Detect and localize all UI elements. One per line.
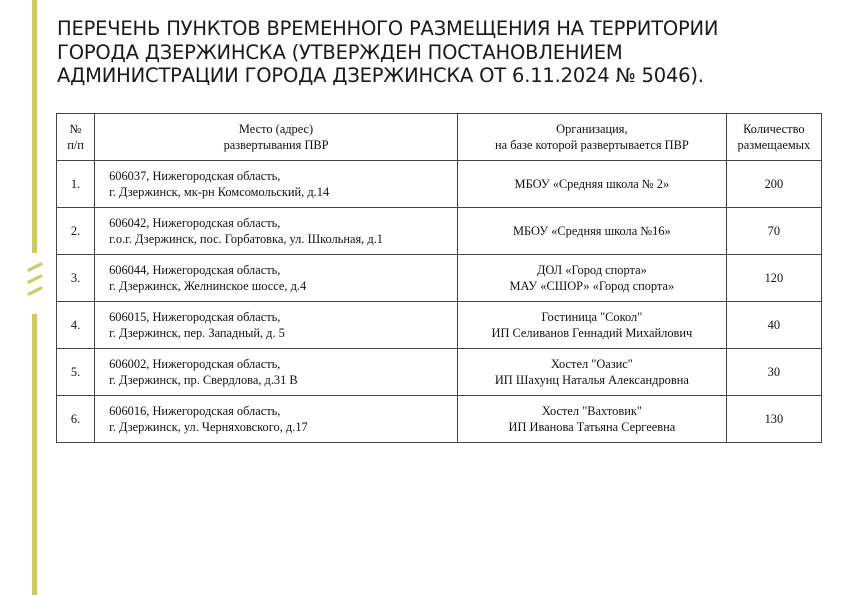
row-organization <box>458 161 727 208</box>
table-row <box>57 161 822 208</box>
row-organization <box>458 302 727 349</box>
organization-line: Хостел "Вахтовик" <box>541 404 642 418</box>
title-line: ГОРОДА ДЗЕРЖИНСКА (УТВЕРЖДЕН ПОСТАНОВЛЕНИЕМ <box>57 40 623 64</box>
organization-line: МБОУ «Средняя школа № 2» <box>514 177 670 191</box>
header-count-line: Количество <box>743 122 805 136</box>
title-line: АДМИНИСТРАЦИИ ГОРОДА ДЗЕРЖИНСКА ОТ 6.11.2024 № 5046). <box>57 64 704 87</box>
row-count: 30 <box>726 349 821 396</box>
row-count: 70 <box>726 208 821 255</box>
organization-line: МАУ «СШОР» «Город спорта» <box>509 279 675 293</box>
header-organization <box>458 114 727 161</box>
row-address <box>95 161 458 208</box>
row-count: 40 <box>726 302 821 349</box>
accent-bar-top <box>32 0 37 253</box>
organization-line: ИП Иванова Татьяна Сергеевна <box>508 420 676 434</box>
title-line: ПЕРЕЧЕНЬ ПУНКТОВ ВРЕМЕННОГО РАЗМЕЩЕНИЯ НА ТЕРРИТОРИИ <box>57 17 719 40</box>
header-num-line: п/п <box>67 138 84 152</box>
address-line: 606044, Нижегородская область, <box>109 263 281 277</box>
address-line: 606015, Нижегородская область, <box>109 310 281 324</box>
organization-line: Хостел "Оазис" <box>550 357 633 371</box>
address-line: 606002, Нижегородская область, <box>109 357 281 371</box>
organization-line: Гостиница "Сокол" <box>541 310 643 324</box>
header-num-line: № <box>69 122 82 136</box>
header-num <box>57 114 95 161</box>
row-num: 1. <box>57 161 95 208</box>
row-address <box>95 208 458 255</box>
row-organization <box>458 255 727 302</box>
header-organization-line: Организация, <box>556 122 628 136</box>
row-count: 120 <box>726 255 821 302</box>
row-num: 6. <box>57 396 95 443</box>
header-organization-line: на базе которой развертывается ПВР <box>494 138 689 152</box>
address-line: г. Дзержинск, пер. Западный, д. 5 <box>109 326 285 340</box>
organization-line: ИП Селиванов Геннадий Михайлович <box>491 326 693 340</box>
header-count-line: размещаемых <box>737 138 811 152</box>
table-row <box>57 255 822 302</box>
row-organization <box>458 396 727 443</box>
header-address-line: развертывания ПВР <box>223 138 329 152</box>
header-address-line: Место (адрес) <box>238 122 314 136</box>
row-count: 200 <box>726 161 821 208</box>
table-row <box>57 208 822 255</box>
row-num: 2. <box>57 208 95 255</box>
table-row <box>57 396 822 443</box>
row-num: 3. <box>57 255 95 302</box>
page-title <box>57 17 827 88</box>
row-address <box>95 302 458 349</box>
row-num: 4. <box>57 302 95 349</box>
organization-line: МБОУ «Средняя школа №16» <box>513 224 671 238</box>
address-line: 606042, Нижегородская область, <box>109 216 281 230</box>
pvr-table <box>56 113 822 443</box>
row-num: 5. <box>57 349 95 396</box>
table-row <box>57 349 822 396</box>
slashes-decoration-icon <box>26 262 44 298</box>
address-line: 606016, Нижегородская область, <box>109 404 281 418</box>
row-address <box>95 349 458 396</box>
row-organization <box>458 349 727 396</box>
organization-line: ДОЛ «Город спорта» <box>536 263 647 277</box>
row-count: 130 <box>726 396 821 443</box>
header-count <box>726 114 821 161</box>
address-line: г. Дзержинск, мк-рн Комсомольский, д.14 <box>109 185 330 199</box>
accent-bar-bottom <box>32 314 37 595</box>
row-organization <box>458 208 727 255</box>
address-line: г. Дзержинск, пр. Свердлова, д.31 В <box>109 373 298 387</box>
address-line: г.о.г. Дзержинск, пос. Горбатовка, ул. Школьная, д.1 <box>109 232 383 246</box>
header-address <box>95 114 458 161</box>
address-line: г. Дзержинск, ул. Черняховского, д.17 <box>109 420 308 434</box>
address-line: г. Дзержинск, Желнинское шоссе, д.4 <box>109 279 307 293</box>
row-address <box>95 396 458 443</box>
organization-line: ИП Шахунц Наталья Александровна <box>494 373 689 387</box>
table-row <box>57 302 822 349</box>
address-line: 606037, Нижегородская область, <box>109 169 281 183</box>
table-header-row <box>57 114 822 161</box>
row-address <box>95 255 458 302</box>
